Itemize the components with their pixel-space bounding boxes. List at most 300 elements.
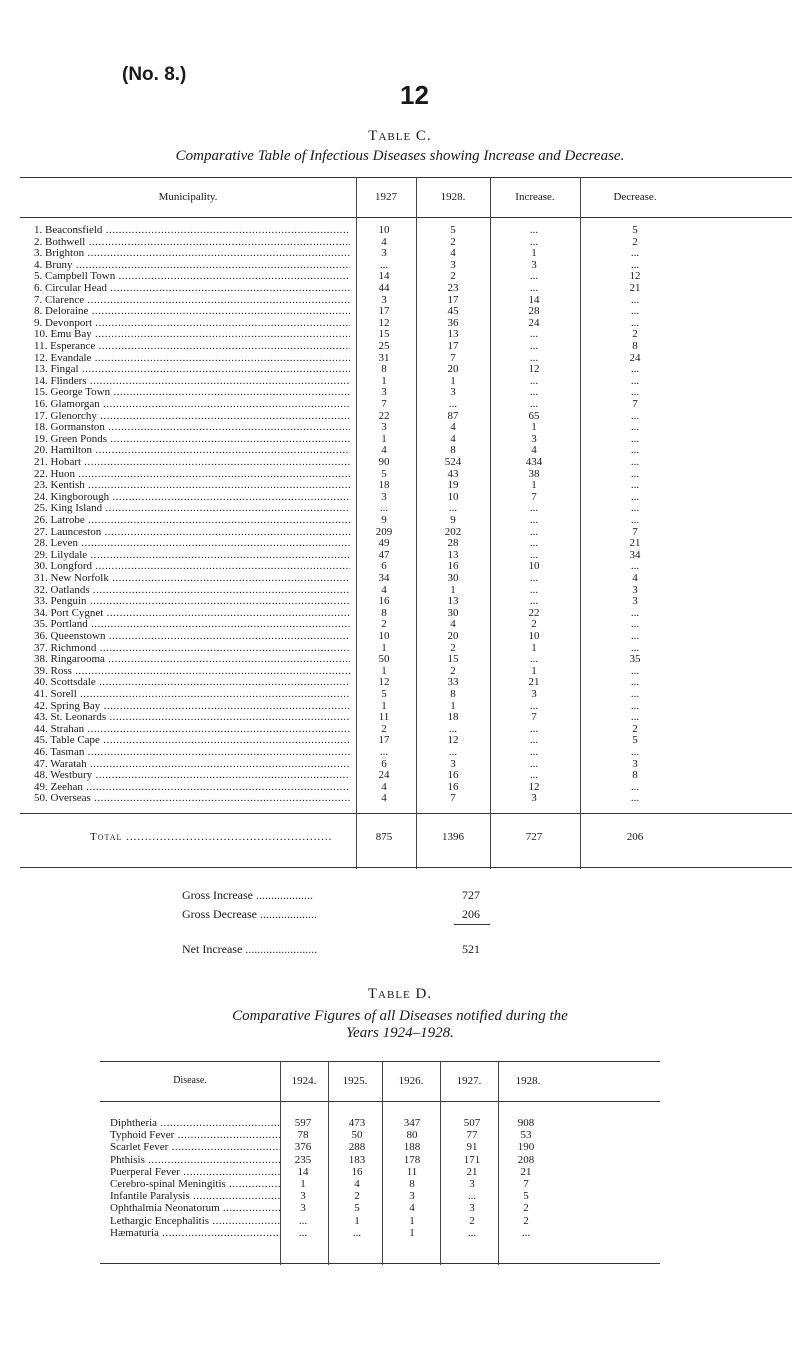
value-1927: 24	[378, 769, 390, 782]
value-1927: 4	[381, 235, 387, 248]
value-1925: ...	[352, 1226, 362, 1239]
value-1928: 7	[450, 351, 456, 364]
total-1927: 875	[375, 831, 393, 843]
disease-name: Typhoid Fever .....	[110, 1129, 280, 1142]
value-increase: ...	[529, 757, 539, 770]
value-1928: 87	[447, 409, 459, 422]
value-1927: 10	[378, 224, 390, 236]
col-header-1928: 1928.	[440, 191, 466, 203]
municipality-name: 3. Brighton .....	[34, 247, 350, 260]
value-1927: 2	[469, 1214, 475, 1227]
table-row	[100, 1190, 660, 1203]
value-increase: 1	[531, 641, 537, 654]
value-1924: 1	[300, 1178, 306, 1190]
value-decrease: ...	[630, 258, 640, 271]
value-increase: 1	[531, 421, 537, 434]
value-increase: ...	[529, 548, 539, 561]
value-decrease: ...	[630, 746, 640, 758]
value-increase: 12	[528, 780, 540, 793]
value-1928: 202	[444, 525, 462, 538]
table-row	[100, 1166, 660, 1179]
table-c	[20, 177, 792, 869]
value-1926: 11	[406, 1165, 418, 1178]
value-decrease: ...	[630, 293, 640, 306]
value-1928: 908	[517, 1117, 535, 1129]
value-1928: 1	[450, 699, 456, 712]
value-1928: 28	[447, 537, 459, 550]
total-label: Total .......................................................	[90, 831, 333, 843]
disease-name: Hæmaturia .....	[110, 1227, 280, 1240]
value-increase: 1	[531, 479, 537, 492]
value-1925: 288	[348, 1141, 366, 1154]
value-decrease: 4	[632, 572, 638, 584]
table-d-caption: Table D.	[367, 986, 433, 1002]
value-decrease: 3	[632, 595, 638, 608]
value-1928: 7	[523, 1178, 529, 1190]
value-1926: 3	[409, 1190, 415, 1203]
table-row	[100, 1215, 660, 1228]
municipality-name: 2. Bothwell .....	[34, 236, 350, 249]
municipality-name: 49. Zeehan .....	[34, 781, 350, 794]
value-decrease: ...	[630, 444, 640, 457]
value-1927: 22	[378, 409, 390, 422]
value-1928: 17	[447, 340, 459, 352]
value-1928: ...	[448, 502, 458, 515]
municipality-name: 24. Kingborough .....	[34, 491, 350, 504]
municipality-name: 35. Portland .....	[34, 618, 350, 631]
municipality-name: 41. Sorell .....	[34, 688, 350, 701]
value-1927: 3	[381, 293, 387, 306]
value-1928: 8	[450, 444, 456, 457]
value-1927: 3	[381, 421, 387, 434]
value-1928: 2	[450, 664, 456, 677]
municipality-name: 40. Scottsdale .....	[34, 676, 350, 689]
value-1927: 1	[381, 432, 387, 445]
municipality-name: 25. King Island .....	[34, 502, 350, 515]
value-increase: 3	[531, 688, 537, 700]
value-increase: ...	[529, 746, 539, 758]
value-1925: 183	[348, 1153, 366, 1166]
value-decrease: 12	[629, 270, 641, 283]
value-decrease: 21	[629, 537, 641, 550]
value-1928: 3	[450, 386, 456, 399]
value-1925: 5	[354, 1202, 360, 1215]
table-d	[100, 1061, 660, 1293]
value-increase: ...	[529, 282, 539, 294]
total-increase: 727	[525, 831, 543, 843]
municipality-name: 33. Penguin .....	[34, 595, 350, 608]
value-increase: 3	[531, 258, 537, 271]
table-c-subtitle: Comparative Table of Infectious Diseases showing Increase and Decrease.	[175, 148, 625, 164]
value-decrease: 2	[632, 722, 638, 735]
value-1926: 178	[403, 1153, 421, 1166]
value-decrease: ...	[630, 467, 640, 480]
col-header-increase: Increase.	[515, 191, 555, 203]
value-1927: 17	[378, 734, 390, 747]
value-1927: 2	[381, 722, 387, 735]
value-increase: ...	[529, 722, 539, 735]
value-1927: 12	[378, 676, 390, 689]
value-decrease: 34	[629, 548, 641, 561]
municipality-name: 32. Oatlands .....	[34, 584, 350, 597]
municipality-name: 29. Lilydale .....	[34, 549, 350, 562]
value-increase: 21	[528, 676, 540, 689]
col-header-1924: 1924.	[291, 1075, 317, 1087]
value-decrease: ...	[630, 606, 640, 619]
value-decrease: 2	[632, 328, 638, 341]
value-1927: ...	[467, 1226, 477, 1239]
value-increase: 10	[528, 630, 540, 642]
municipality-name: 13. Fingal .....	[34, 363, 350, 376]
value-1928: 208	[517, 1153, 535, 1166]
value-1928: 9	[450, 514, 456, 526]
municipality-name: 34. Port Cygnet .....	[34, 607, 350, 620]
value-1927: 4	[381, 792, 387, 805]
value-1924: 376	[294, 1141, 312, 1154]
value-increase: ...	[529, 224, 539, 236]
value-1928: 2	[450, 235, 456, 248]
municipality-name: 16. Glamorgan .....	[34, 398, 350, 411]
value-1928: 524	[444, 456, 462, 468]
value-decrease: ...	[630, 432, 640, 445]
value-1927: ...	[379, 746, 389, 758]
value-1926: 1	[409, 1214, 415, 1227]
table-c-caption: Table C.	[368, 128, 432, 144]
value-1927: 14	[378, 270, 390, 283]
value-decrease: ...	[630, 305, 640, 318]
value-increase: 3	[531, 792, 537, 805]
value-1927: 15	[378, 328, 390, 341]
value-decrease: ...	[630, 479, 640, 492]
municipality-name: 21. Hobart .....	[34, 456, 350, 469]
value-decrease: ...	[630, 676, 640, 689]
value-1927: 5	[381, 467, 387, 480]
value-1927: 4	[381, 583, 387, 596]
table-row	[100, 1117, 660, 1130]
municipality-name: 30. Longford .....	[34, 560, 350, 573]
value-1928: 19	[447, 479, 459, 492]
value-1927: 3	[469, 1178, 475, 1190]
value-1928: 1	[450, 374, 456, 387]
value-1927: 25	[378, 340, 390, 352]
value-increase: 12	[528, 363, 540, 376]
value-1924: 235	[294, 1153, 312, 1166]
value-increase: ...	[529, 351, 539, 364]
value-1928: 2	[523, 1202, 529, 1215]
value-decrease: 3	[632, 583, 638, 596]
value-1928: 20	[447, 363, 459, 376]
value-1928: 1	[450, 583, 456, 596]
value-1926: 8	[409, 1178, 415, 1190]
value-1927: 31	[378, 351, 390, 364]
value-1927: 4	[381, 444, 387, 457]
value-1924: ...	[298, 1214, 308, 1227]
disease-name: Phthisis .....	[110, 1154, 280, 1167]
value-1928: 16	[447, 560, 459, 573]
value-1925: 4	[354, 1178, 360, 1190]
municipality-name: 43. St. Leonards .....	[34, 711, 350, 724]
disease-name: Scarlet Fever .....	[110, 1141, 280, 1154]
value-increase: 7	[531, 490, 537, 503]
value-increase: ...	[529, 270, 539, 283]
value-decrease: ...	[630, 490, 640, 503]
value-1928: ...	[521, 1226, 531, 1239]
municipality-name: 11. Esperance .....	[34, 340, 350, 353]
value-1928: 30	[447, 572, 459, 584]
value-1927: 91	[466, 1141, 478, 1154]
value-1928: 16	[447, 780, 459, 793]
value-1928: 13	[447, 328, 459, 341]
value-1927: 507	[463, 1117, 481, 1129]
table-row	[100, 1141, 660, 1154]
value-1928: 30	[447, 606, 459, 619]
value-1928: 15	[447, 653, 459, 666]
value-1927: 50	[378, 653, 390, 666]
municipality-name: 37. Richmond .....	[34, 642, 350, 655]
value-increase: ...	[529, 514, 539, 526]
value-increase: ...	[529, 595, 539, 608]
value-1928: 13	[447, 595, 459, 608]
value-1928: ...	[448, 722, 458, 735]
value-increase: 24	[528, 316, 540, 329]
value-1927: 1	[381, 374, 387, 387]
value-increase: ...	[529, 386, 539, 399]
value-increase: 7	[531, 711, 537, 724]
value-increase: ...	[529, 537, 539, 550]
value-1927: 171	[463, 1153, 481, 1166]
table-rule	[20, 217, 792, 218]
table-rule	[100, 1263, 660, 1264]
table-rule	[100, 1101, 660, 1102]
value-1927: 34	[378, 572, 390, 584]
value-increase: 28	[528, 305, 540, 318]
value-1926: 347	[403, 1117, 421, 1129]
value-1928: 2	[450, 270, 456, 283]
value-increase: 10	[528, 560, 540, 573]
municipality-name: 5. Campbell Town .....	[34, 270, 350, 283]
value-decrease: ...	[630, 688, 640, 700]
value-1927: 6	[381, 757, 387, 770]
value-1927: 10	[378, 630, 390, 642]
table-rule	[20, 813, 792, 814]
value-1927: 47	[378, 548, 390, 561]
value-increase: 22	[528, 606, 540, 619]
value-1927: 2	[381, 618, 387, 631]
value-increase: 2	[531, 618, 537, 631]
col-header-1928: 1928.	[515, 1075, 541, 1087]
value-1927: 209	[375, 525, 393, 538]
value-decrease: ...	[630, 502, 640, 515]
value-increase: ...	[529, 525, 539, 538]
value-decrease: 3	[632, 757, 638, 770]
municipality-name: 14. Flinders .....	[34, 375, 350, 388]
document-number: (No. 8.)	[122, 64, 187, 85]
value-1927: 18	[378, 479, 390, 492]
value-increase: ...	[529, 699, 539, 712]
value-decrease: ...	[630, 514, 640, 526]
value-increase: 38	[528, 467, 540, 480]
value-increase: ...	[529, 502, 539, 515]
value-1927: 3	[469, 1202, 475, 1215]
disease-name: Infantile Paralysis .....	[110, 1190, 280, 1203]
sum-rule	[454, 924, 490, 925]
value-1928: 21	[520, 1165, 532, 1178]
value-1927: 1	[381, 641, 387, 654]
value-1925: 16	[351, 1165, 363, 1178]
municipality-name: 7. Clarence .....	[34, 294, 350, 307]
value-increase: ...	[529, 340, 539, 352]
value-1924: 3	[300, 1190, 306, 1203]
value-increase: 65	[528, 409, 540, 422]
table-row	[100, 1154, 660, 1167]
col-header-1925: 1925.	[342, 1075, 368, 1087]
municipality-name: 36. Queenstown .....	[34, 630, 350, 643]
value-1927: 44	[378, 282, 390, 294]
municipality-name: 44. Strahan .....	[34, 723, 350, 736]
disease-name: Puerperal Fever .....	[110, 1166, 280, 1179]
value-1928: 13	[447, 548, 459, 561]
municipality-name: 42. Spring Bay .....	[34, 700, 350, 713]
municipality-name: 17. Glenorchy .....	[34, 410, 350, 423]
table-row	[100, 1129, 660, 1142]
value-1927: 12	[378, 316, 390, 329]
value-1927: 21	[466, 1165, 478, 1178]
value-decrease: ...	[630, 247, 640, 260]
municipality-name: 26. Latrobe .....	[34, 514, 350, 527]
value-1928: 45	[447, 305, 459, 318]
municipality-name: 39. Ross .....	[34, 665, 350, 678]
value-1928: 5	[450, 224, 456, 236]
municipality-name: 38. Ringarooma .....	[34, 653, 350, 666]
value-decrease: ...	[630, 409, 640, 422]
value-1927: 5	[381, 688, 387, 700]
value-1928: 3	[450, 258, 456, 271]
value-1925: 1	[354, 1214, 360, 1227]
value-1927: 3	[381, 247, 387, 260]
value-decrease: ...	[630, 363, 640, 376]
municipality-name: 23. Kentish .....	[34, 479, 350, 492]
value-1928: 4	[450, 618, 456, 631]
value-1928: 5	[523, 1190, 529, 1203]
value-1928: 53	[520, 1129, 532, 1142]
value-1926: 80	[406, 1129, 418, 1142]
value-increase: 1	[531, 664, 537, 677]
value-decrease: ...	[630, 699, 640, 712]
municipality-name: 47. Waratah .....	[34, 758, 350, 771]
municipality-name: 8. Deloraine .....	[34, 305, 350, 318]
table-rule	[20, 867, 792, 868]
value-decrease: ...	[630, 386, 640, 399]
value-1928: 43	[447, 467, 459, 480]
col-header-municipality: Municipality.	[158, 191, 218, 203]
value-1928: 12	[447, 734, 459, 747]
table-row	[20, 792, 792, 805]
table-row	[100, 1178, 660, 1191]
municipality-name: 6. Circular Head .....	[34, 282, 350, 295]
value-1927: 3	[381, 386, 387, 399]
value-1928: 17	[447, 293, 459, 306]
col-header-1926: 1926.	[398, 1075, 424, 1087]
value-1928: 4	[450, 247, 456, 260]
total-1928: 1396	[442, 831, 464, 843]
value-1924: 14	[297, 1165, 309, 1178]
value-1927: 77	[466, 1129, 478, 1142]
value-1927: 6	[381, 560, 387, 573]
value-increase: 1	[531, 247, 537, 260]
value-1926: 188	[403, 1141, 421, 1154]
value-1927: 8	[381, 363, 387, 376]
value-increase: ...	[529, 235, 539, 248]
col-header-decrease: Decrease.	[613, 191, 657, 203]
table-row	[100, 1202, 660, 1215]
col-header-disease: Disease.	[173, 1075, 207, 1086]
value-increase: ...	[529, 374, 539, 387]
value-1924: ...	[298, 1226, 308, 1239]
value-1927: 1	[381, 699, 387, 712]
value-decrease: 7	[632, 398, 638, 410]
value-decrease: ...	[630, 618, 640, 631]
municipality-name: 1. Beaconsfield .....	[34, 224, 350, 237]
value-decrease: ...	[630, 560, 640, 573]
value-decrease: 5	[632, 734, 638, 747]
value-decrease: ...	[630, 456, 640, 468]
municipality-name: 48. Westbury .....	[34, 769, 350, 782]
value-1927: 8	[381, 606, 387, 619]
value-1927: 3	[381, 490, 387, 503]
municipality-name: 12. Evandale .....	[34, 352, 350, 365]
value-1928: 10	[447, 490, 459, 503]
value-decrease: ...	[630, 711, 640, 724]
value-1928: 4	[450, 421, 456, 434]
municipality-name: 4. Bruny .....	[34, 259, 350, 272]
value-1928: 23	[447, 282, 459, 294]
value-decrease: 8	[632, 340, 638, 352]
disease-name: Lethargic Encephalitis .....	[110, 1215, 280, 1228]
value-1928: 36	[447, 316, 459, 329]
value-increase: ...	[529, 769, 539, 782]
value-increase: ...	[529, 572, 539, 584]
value-decrease: ...	[630, 630, 640, 642]
municipality-name: 20. Hamilton .....	[34, 444, 350, 457]
value-1927: 4	[381, 780, 387, 793]
col-header-1927: 1927	[375, 191, 397, 203]
table-d-subtitle-1: Comparative Figures of all Diseases notified during the	[232, 1008, 568, 1024]
value-1927: 7	[381, 398, 387, 410]
value-1926: 1	[409, 1226, 415, 1239]
municipality-name: 18. Gormanston .....	[34, 421, 350, 434]
value-decrease: ...	[630, 780, 640, 793]
municipality-name: 45. Table Cape .....	[34, 734, 350, 747]
value-1928: 20	[447, 630, 459, 642]
municipality-name: 31. New Norfolk .....	[34, 572, 350, 585]
value-1926: 4	[409, 1202, 415, 1215]
value-1928: 2	[523, 1214, 529, 1227]
value-1928: 18	[447, 711, 459, 724]
value-increase: 434	[525, 456, 543, 468]
value-1927: 90	[378, 456, 390, 468]
municipality-name: 19. Green Ponds .....	[34, 433, 350, 446]
value-decrease: ...	[630, 316, 640, 329]
value-decrease: ...	[630, 792, 640, 805]
value-decrease: ...	[630, 641, 640, 654]
value-increase: 14	[528, 293, 540, 306]
page-number: 12	[400, 80, 429, 110]
value-decrease: 21	[629, 282, 641, 294]
municipality-name: 27. Launceston .....	[34, 526, 350, 539]
value-1924: 78	[297, 1129, 309, 1142]
value-1927: 11	[378, 711, 390, 724]
value-1928: ...	[448, 398, 458, 410]
